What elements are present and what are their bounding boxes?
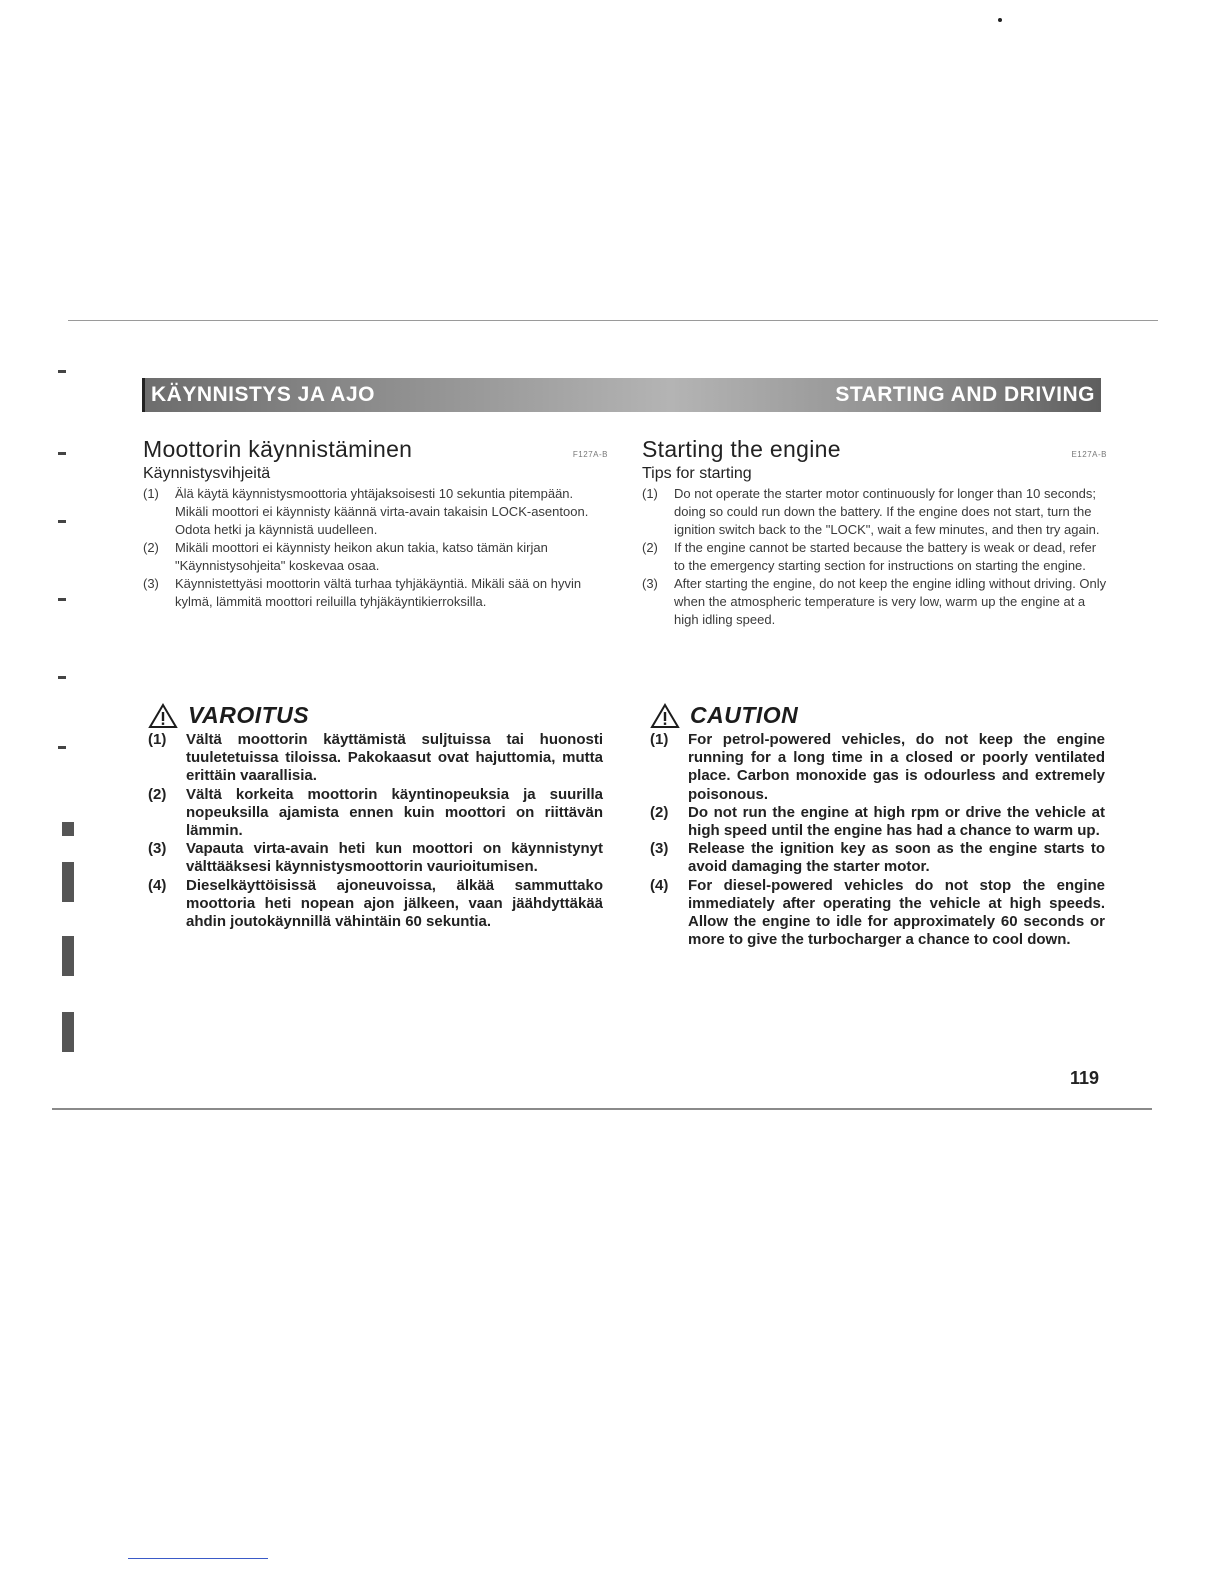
finnish-code: F127A-B xyxy=(572,450,608,459)
item-number: (1) xyxy=(650,731,669,748)
item-number: (2) xyxy=(148,785,167,803)
item-text: For petrol-powered vehicles, do not keep the engine running for a long time in a closed or poorly ventilated place. Carbon monoxide gas is odourless and extremely poisonous. xyxy=(688,731,1105,803)
item-number: (1) xyxy=(642,486,658,501)
item-text: Vältä korkeita moottorin käyntinopeuksia ja suurilla nopeuksilla ajamista ennen kuin moottori on riittävän lämmin. xyxy=(186,785,603,840)
speck xyxy=(998,18,1002,22)
bottom-rule xyxy=(52,1108,1152,1110)
english-caution-list xyxy=(650,731,1105,949)
english-tips-list xyxy=(642,485,1107,629)
item-number: (3) xyxy=(650,840,669,858)
finnish-warning-list xyxy=(148,731,603,931)
finnish-warning-box xyxy=(148,702,603,931)
finnish-subtitle: Käynnistysvihjeitä xyxy=(143,465,271,482)
item-text: Vältä moottorin käyttämistä suljtuissa tai huonosti tuuletetuissa tiloissa. Pakokaasut ovat hajuttomia, mutta erittäin vaarallisia. xyxy=(186,731,603,785)
english-caution-box xyxy=(650,702,1105,949)
finnish-warning-title: VAROITUS xyxy=(188,702,310,728)
item-number: (1) xyxy=(148,731,167,748)
list-item xyxy=(143,575,608,611)
list-item xyxy=(642,539,1107,575)
binder-mark xyxy=(58,452,66,455)
item-number: (2) xyxy=(642,540,658,555)
list-item xyxy=(650,877,1105,950)
list-item xyxy=(650,840,1105,876)
warning-triangle-icon xyxy=(650,703,680,729)
item-text: Do not operate the starter motor continuously for longer than 10 seconds; doing so could run down the battery. If the engine does not start, turn the ignition switch back to the "LOCK", wait a few minutes, and then try again. xyxy=(674,486,1100,537)
binder-mark xyxy=(58,370,66,373)
binder-mark xyxy=(58,746,66,749)
binder-tab xyxy=(62,822,74,836)
item-text: Käynnistettyäsi moottorin vältä turhaa tyhjäkäyntiä. Mikäli sää on hyvin kylmä, lämmitä moottori reiluilla tyhjäkäyntikierroksilla. xyxy=(175,576,582,609)
header-right-title: STARTING AND DRIVING xyxy=(835,383,1095,406)
item-text: Dieselkäyttöisissä ajoneuvoissa, älkää sammuttako moottoria heti nopean ajon jälkeen, vaan jäähdyttäkää ahdin joutokäynnillä vähintäin 60 sekuntia. xyxy=(186,876,603,931)
item-number: (2) xyxy=(143,540,159,555)
finnish-warning-heading xyxy=(148,702,603,729)
item-text: For diesel-powered vehicles do not stop the engine immediately after operating the vehicle at high speeds. Allow the engine to idle for approximately 60 seconds or more to give the turbocharger a chance to cool down. xyxy=(688,876,1105,949)
item-text: Mikäli moottori ei käynnisty heikon akun takia, katso tämän kirjan "Käynnistysohjeita" koskevaa osaa. xyxy=(175,540,548,573)
list-item xyxy=(650,804,1105,840)
english-subtitle: Tips for starting xyxy=(642,465,752,482)
list-item xyxy=(148,877,603,932)
item-number: (3) xyxy=(143,576,159,591)
english-caution-heading xyxy=(650,702,1105,729)
top-rule xyxy=(68,320,1158,321)
list-item xyxy=(642,485,1107,539)
item-text: Vapauta virta-avain heti kun moottori on käynnistynyt välttääksesi käynnistysmoottorin vaurioitumisen. xyxy=(186,840,603,876)
item-number: (4) xyxy=(148,876,167,894)
warning-triangle-icon xyxy=(148,703,178,729)
item-number: (3) xyxy=(148,840,167,858)
item-text: If the engine cannot be started because the battery is weak or dead, refer to the emergency starting section for instructions on starting the engine. xyxy=(674,540,1097,573)
binder-mark xyxy=(58,676,66,679)
finnish-tips-list xyxy=(143,485,608,611)
finnish-title: Moottorin käynnistäminen xyxy=(143,436,413,462)
item-number: (2) xyxy=(650,803,669,821)
finnish-column xyxy=(143,436,608,611)
list-item xyxy=(148,731,603,786)
binder-tab xyxy=(62,1012,74,1052)
list-item xyxy=(143,485,608,539)
english-column xyxy=(642,436,1107,629)
section-header-bar xyxy=(142,378,1101,412)
english-title: Starting the engine xyxy=(642,436,841,462)
binder-mark xyxy=(58,520,66,523)
finnish-section-title xyxy=(143,436,608,463)
list-item xyxy=(650,731,1105,804)
item-number: (3) xyxy=(642,576,658,591)
page-number: 119 xyxy=(1070,1068,1100,1088)
binder-mark xyxy=(58,598,66,601)
item-number: (1) xyxy=(143,486,159,501)
item-text: Do not run the engine at high rpm or drive the vehicle at high speed until the engine has had a chance to warm up. xyxy=(688,803,1105,840)
list-item xyxy=(148,786,603,841)
list-item xyxy=(143,539,608,575)
english-caution-title: CAUTION xyxy=(690,702,799,728)
header-left-title: KÄYNNISTYS JA AJO xyxy=(151,383,375,406)
binder-tab xyxy=(62,862,74,902)
english-code: E127A-B xyxy=(1071,450,1107,459)
item-text: After starting the engine, do not keep the engine idling without driving. Only when the atmospheric temperature is very low, warm up the engine at a high idling speed. xyxy=(674,576,1107,627)
item-text: Älä käytä käynnistysmoottoria yhtäjaksoisesti 10 sekuntia pitempään. Mikäli moottori ei käynnisty käännä virta-avain takaisin LOCK-asentoon. Odota hetki ja käynnistä uudelleen. xyxy=(175,486,589,537)
item-text: Release the ignition key as soon as the engine starts to avoid damaging the starter motor. xyxy=(688,840,1105,876)
footer-link-line xyxy=(128,1558,268,1559)
binder-tab xyxy=(62,936,74,976)
english-section-title xyxy=(642,436,1107,463)
item-number: (4) xyxy=(650,876,669,894)
list-item xyxy=(148,840,603,876)
list-item xyxy=(642,575,1107,629)
